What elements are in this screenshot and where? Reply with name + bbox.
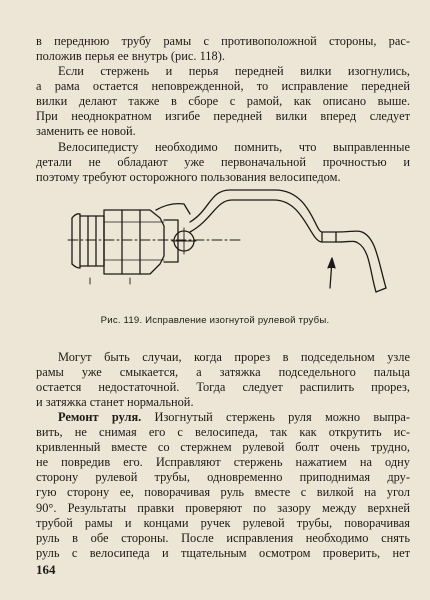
paragraph-5 (36, 410, 410, 561)
text-line: а рама остается неповрежденной, то исправление передней (36, 79, 410, 94)
paragraph-3 (36, 140, 410, 185)
text-line: гую сторону ее, поворачивая руль вместе с вилкой на угол (36, 485, 410, 500)
text-line: трубой рамы и концами ручек рулевой трубы, поворачивая (36, 515, 410, 530)
text-line: вить, не снимая его с велосипеда, так как открутить ис- (36, 425, 410, 440)
paragraph-2 (36, 64, 410, 139)
text-line: положив перья ее внутрь (рис. 118). (36, 49, 225, 64)
text-line: в переднюю трубу рамы с противоположной стороны, рас- (36, 34, 410, 48)
text-line (36, 410, 410, 425)
text-line: поэтому требуют осторожного пользования велосипедом. (36, 170, 341, 185)
text-line: Могут быть случаи, когда прорез в подседельном узле (58, 350, 410, 364)
text-line: руль с велосипеда и тщательным осмотром проверить, нет (36, 545, 410, 560)
paragraph-1 (36, 34, 410, 64)
section-heading: Ремонт руля. (58, 410, 142, 424)
paragraph-4 (36, 350, 410, 410)
text-line: сторону рулевой трубы, одновременно приподнимая дру- (36, 470, 410, 485)
page-number: 164 (36, 562, 56, 577)
text-line: вилки делают также в сборе с рамой, как описано выше. (36, 94, 410, 109)
text-line: Велосипедисту необходимо помнить, что выправленные (58, 140, 410, 154)
text-line: заменить ее новой. (36, 124, 136, 139)
text-line: детали не обладают уже первоначальной прочностью и (36, 155, 410, 170)
text-line: При неоднократном изгибе передней вилки вперед следует (36, 109, 410, 124)
text-line: рамы уже смыкается, а затяжка подседельного пальца (36, 365, 410, 380)
figure-caption: Рис. 119. Исправление изогнутой рулевой трубы. (100, 315, 330, 326)
text-line: руль в обе стороны. После исправления необходимо снять (36, 530, 410, 545)
text-line: не повредив его. Исправляют стержень нажатием на одну (36, 455, 410, 470)
text-line: 90°. Результаты правки проверяют по зазору между верхней (36, 500, 410, 515)
text-line: Если стержень и перья передней вилки изогнулись, (58, 64, 410, 78)
text-line: кривленный вместе со стержнем рулевой болт очень трудно, (36, 440, 410, 455)
figure-119-handlebar-illustration (60, 180, 400, 310)
text-line: и затяжка станет нормальной. (36, 395, 194, 410)
text-line: остается недостаточной. Тогда следует распилить прорез, (36, 380, 410, 395)
text-fragment: Изогнутый стержень руля можно выпра- (141, 410, 410, 424)
